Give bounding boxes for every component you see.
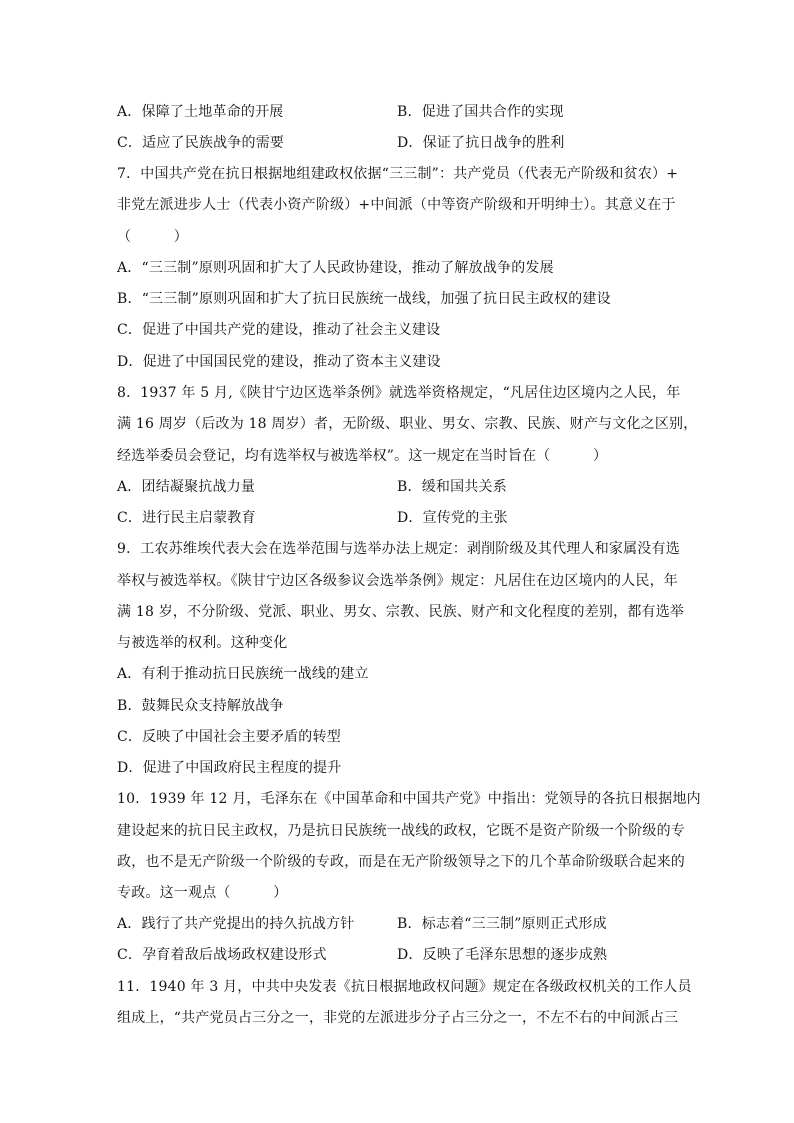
q10-stem-line-3: 政，也不是无产阶级一个阶级的专政，而是在无产阶级领导之下的几个革命阶级联合起来的 (117, 854, 685, 870)
q10-stem-line-2: 建设起来的抗日民主政权，乃是抗日民族统一战线的政权，它既不是资产阶级一个阶级的专 (117, 823, 685, 839)
q7-option-b: B．“三三制”原则巩固和扩大了抗日民族统一战线，加强了抗日民主政权的建设 (117, 291, 611, 307)
q10-option-b: B．标志着“三三制”原则正式形成 (397, 916, 607, 932)
q8-option-b: B．缓和国共关系 (397, 479, 507, 495)
q6-option-c: C．适应了民族战争的需要 (117, 135, 285, 151)
q9-option-b: B．鼓舞民众支持解放战争 (117, 698, 284, 714)
q10-option-a: A．践行了共产党提出的持久抗战方针 (117, 916, 355, 932)
q8-option-a: A．团结凝聚抗战力量 (117, 479, 256, 495)
q9-stem-line-3: 满 18 岁，不分阶级、党派、职业、男女、宗教、民族、财产和文化程度的差别，都有选举 (117, 604, 685, 620)
q11-stem-line-2: 组成上，“共产党员占三分之一，非党的左派进步分子占三分之一，不左不右的中间派占三 (117, 1010, 679, 1026)
q9-stem-line-4: 与被选举的权利。这种变化 (117, 635, 288, 651)
q9-option-d: D．促进了中国政府民主程度的提升 (117, 760, 342, 776)
q8-stem-line-2: 满 16 周岁（后改为 18 周岁）者，无阶级、职业、男女、宗教、民族、财产与文化之区别， (117, 416, 698, 432)
q8-option-d: D．宣传党的主张 (397, 510, 508, 526)
q7-stem-line-2: 非党左派进步人士（代表小资产阶级）+中间派（中等资产阶级和开明绅士）。其意义在于 (117, 197, 676, 213)
q8-stem-line-3: 经选举委员会登记，均有选举权与被选举权”。这一规定在当时旨在（ ） (117, 448, 608, 464)
q7-option-a: A．“三三制”原则巩固和扩大了人民政协建设，推动了解放战争的发展 (117, 260, 554, 276)
q6-option-d: D．保证了抗日战争的胜利 (397, 135, 565, 151)
q9-option-a: A．有利于推动抗日民族统一战线的建立 (117, 666, 369, 682)
q7-stem-line-3: （ ） (117, 229, 188, 245)
q10-stem-line-1: 10．1939 年 12 月，毛泽东在《中国革命和中国共产党》中指出：党领导的各抗日根据地内 (117, 791, 701, 807)
q9-stem-line-1: 9．工农苏维埃代表大会在选举范围与选举办法上规定：剥削阶级及其代理人和家属没有选 (117, 541, 680, 557)
q9-option-c: C．反映了中国社会主要矛盾的转型 (117, 729, 341, 745)
q11-stem-line-1: 11．1940 年 3 月，中共中央发表《抗日根据地政权问题》规定在各级政权机关的工作人员 (117, 979, 692, 995)
q6-option-a: A．保障了土地革命的开展 (117, 104, 284, 120)
q7-stem-line-1: 7．中国共产党在抗日根据地组建政权依据“三三制”：共产党员（代表无产阶级和贫农）+ (117, 166, 679, 182)
q9-stem-line-2: 举权与被选举权。《陕甘宁边区各级参议会选举条例》规定：凡居住在边区境内的人民，年 (117, 573, 678, 589)
q8-option-c: C．进行民主启蒙教育 (117, 510, 256, 526)
q6-option-b: B．促进了国共合作的实现 (397, 104, 564, 120)
q10-stem-line-4: 专政。这一观点（ ） (117, 885, 288, 901)
q8-stem-line-1: 8．1937 年 5 月,《陕甘宁边区选举条例》就选举资格规定，“凡居住边区境内之人民，年 (117, 385, 681, 401)
q7-option-c: C．促进了中国共产党的建设，推动了社会主义建设 (117, 322, 441, 338)
q10-option-c: C．孕育着敌后战场政权建设形式 (117, 947, 327, 963)
q7-option-d: D．促进了中国国民党的建设，推动了资本主义建设 (117, 354, 441, 370)
q10-option-d: D．反映了毛泽东思想的逐步成熟 (397, 947, 608, 963)
